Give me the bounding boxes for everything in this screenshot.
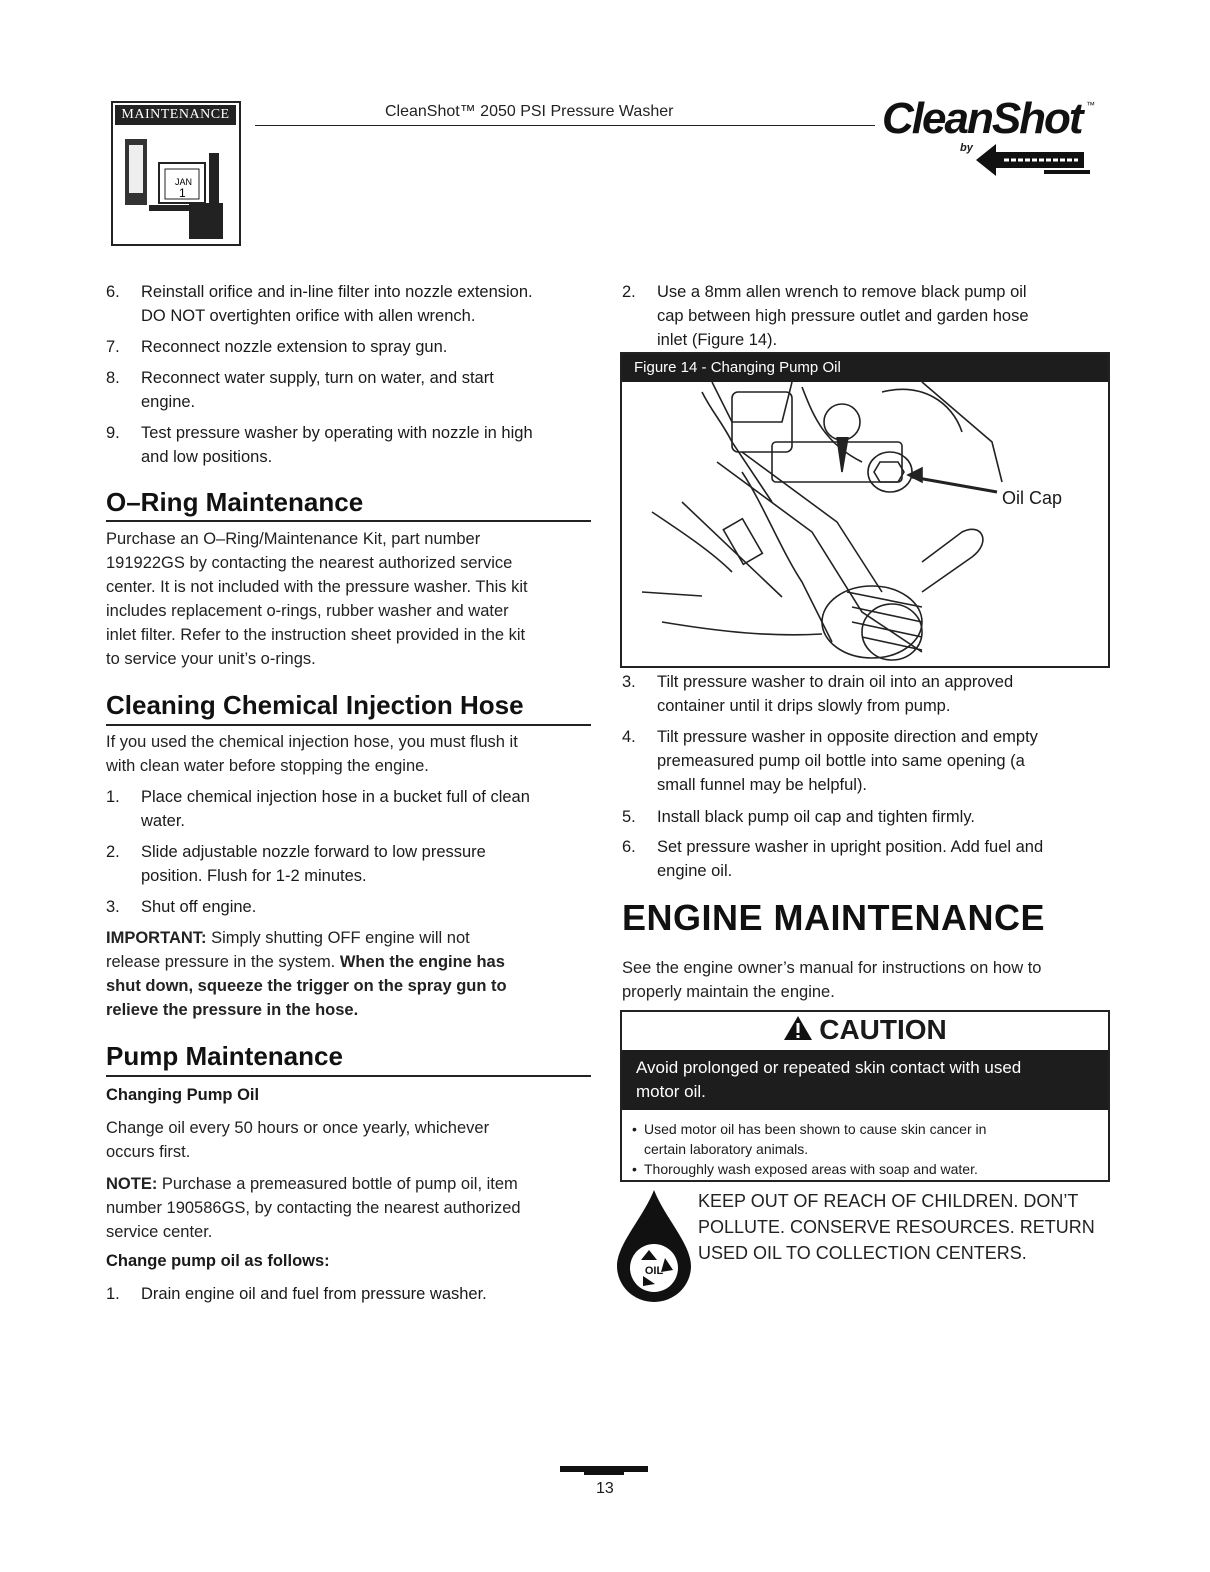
chemical-hose-intro: [106, 730, 518, 778]
important-note: [106, 926, 507, 1022]
list-text: water.: [141, 812, 186, 830]
pump-oil-paragraph: [106, 1116, 489, 1164]
text-line: motor oil.: [636, 1082, 706, 1101]
list-text: container until it drips slowly from pump.: [657, 697, 951, 715]
text-line: Avoid prolonged or repeated skin contact with used: [636, 1058, 1022, 1077]
text-span-bold: When the engine has: [339, 953, 505, 971]
pump-maintenance-heading: Pump Maintenance: [106, 1041, 343, 1071]
list-text: Shut off engine.: [141, 898, 257, 916]
list-number: 1.: [106, 788, 120, 806]
list-number: 8.: [106, 369, 120, 387]
list-number: 2.: [106, 843, 120, 861]
list-number: 6.: [622, 838, 636, 856]
svg-text:JAN: JAN: [175, 177, 193, 187]
maintenance-badge: [111, 101, 241, 246]
header-rule: [255, 125, 875, 126]
list-text: Reinstall orifice and in-line filter into nozzle extension.: [141, 283, 533, 301]
list-text: Reconnect water supply, turn on water, and start: [141, 369, 494, 387]
text-line: occurs first.: [106, 1143, 191, 1161]
oring-heading: O–Ring Maintenance: [106, 487, 364, 517]
oil-recycle-drop-icon: [613, 1188, 695, 1302]
pump-oil-cap-illustration: [622, 382, 1108, 666]
figure-caption: Figure 14 - Changing Pump Oil: [622, 354, 1108, 382]
text-line: to service your unit’s o-rings.: [106, 650, 316, 668]
bullet-text: certain laboratory animals.: [644, 1141, 809, 1157]
section-rule: [106, 1075, 591, 1077]
list-text: Place chemical injection hose in a bucket full of clean: [141, 788, 530, 806]
list-number: 3.: [106, 898, 120, 916]
section-rule: [106, 520, 591, 522]
list-text: and low positions.: [141, 448, 273, 466]
oil-drop-label: OIL: [644, 1265, 664, 1277]
text-line: inlet filter. Refer to the instruction sheet provided in the kit: [106, 626, 526, 644]
figure-14: [620, 352, 1110, 668]
change-pump-oil-subhead: Change pump oil as follows:: [106, 1252, 330, 1270]
list-text: Tilt pressure washer to drain oil into an approved: [657, 673, 1014, 691]
bullet-dot: •: [632, 1121, 637, 1137]
list-number: 4.: [622, 728, 636, 746]
caution-message: [622, 1050, 1108, 1110]
list-text: position. Flush for 1-2 minutes.: [141, 867, 367, 885]
text-line: center. It is not included with the pressure washer. This kit: [106, 578, 528, 596]
page-number: 13: [596, 1480, 614, 1497]
caution-title-text: CAUTION: [819, 1014, 947, 1045]
list-text: Reconnect nozzle extension to spray gun.: [141, 338, 448, 356]
text-line: includes replacement o-rings, rubber washer and water: [106, 602, 509, 620]
text-line: USED OIL TO COLLECTION CENTERS.: [698, 1243, 1027, 1263]
caution-title: [622, 1012, 1108, 1048]
text-line: [106, 1172, 521, 1196]
cleanshot-logo: [882, 94, 1102, 194]
bullet-text: Thoroughly wash exposed areas with soap and water.: [644, 1161, 978, 1177]
list-text: engine oil.: [657, 862, 733, 880]
list-text: engine.: [141, 393, 196, 411]
oring-paragraph: [106, 527, 528, 671]
note-label: NOTE:: [106, 1175, 158, 1193]
bullet-dot: •: [632, 1161, 637, 1177]
text-line: Purchase an O–Ring/Maintenance Kit, part number: [106, 530, 481, 548]
list-text: small funnel may be helpful).: [657, 776, 868, 794]
logo-by: by: [960, 142, 973, 154]
list-text: Tilt pressure washer in opposite direction and empty: [657, 728, 1038, 746]
text-line: If you used the chemical injection hose, you must flush it: [106, 733, 518, 751]
text-line: See the engine owner’s manual for instructions on how to: [622, 959, 1042, 977]
engine-maintenance-heading: ENGINE MAINTENANCE: [622, 897, 1046, 938]
text-line: service center.: [106, 1223, 213, 1241]
engine-maintenance-paragraph: [622, 956, 1041, 1004]
bullet-text: Used motor oil has been shown to cause skin cancer in: [644, 1121, 987, 1137]
text-line: properly maintain the engine.: [622, 983, 835, 1001]
text-span-bold: shut down, squeeze the trigger on the spray gun to: [106, 977, 507, 995]
caution-box: [620, 1010, 1110, 1182]
list-text: Slide adjustable nozzle forward to low pressure: [141, 843, 486, 861]
text-line: Change oil every 50 hours or once yearly, whichever: [106, 1119, 490, 1137]
logo-wordmark: CleanShot: [882, 94, 1082, 143]
oil-cap-callout: Oil Cap: [1002, 488, 1063, 508]
chemical-hose-heading: Cleaning Chemical Injection Hose: [106, 690, 524, 720]
list-text: Install black pump oil cap and tighten firmly.: [657, 808, 975, 826]
calendar-wrench-icon: [119, 133, 235, 241]
logo-trademark: ™: [1086, 100, 1095, 110]
list-number: 7.: [106, 338, 120, 356]
list-text: Test pressure washer by operating with nozzle in high: [141, 424, 533, 442]
svg-text:1: 1: [179, 186, 186, 200]
text-line: [106, 926, 507, 950]
text-span: Simply shutting OFF engine will not: [206, 929, 470, 947]
text-line: with clean water before stopping the engine.: [106, 757, 429, 775]
text-span-bold: relieve the pressure in the hose.: [106, 1001, 359, 1019]
text-line: 191922GS by contacting the nearest authorized service: [106, 554, 513, 572]
list-number: 2.: [622, 283, 636, 301]
briggs-stratton-logo-icon: [974, 140, 1092, 180]
list-number: 3.: [622, 673, 636, 691]
text-line: POLLUTE. CONSERVE RESOURCES. RETURN: [698, 1217, 1095, 1237]
list-number: 5.: [622, 808, 636, 826]
list-text: cap between high pressure outlet and garden hose: [657, 307, 1029, 325]
text-line: [106, 998, 507, 1022]
document-title: CleanShot™ 2050 PSI Pressure Washer: [385, 103, 674, 120]
list-text: Set pressure washer in upright position. Add fuel and: [657, 838, 1044, 856]
text-line: [106, 974, 507, 998]
pump-oil-note: [106, 1172, 521, 1244]
text-line: number 190586GS, by contacting the nearest authorized: [106, 1199, 521, 1217]
text-span: Purchase a premeasured bottle of pump oil, item: [157, 1175, 518, 1193]
list-text: Use a 8mm allen wrench to remove black pump oil: [657, 283, 1027, 301]
recycle-notice: [698, 1188, 1118, 1266]
list-text: Drain engine oil and fuel from pressure washer.: [141, 1285, 487, 1303]
list-text: premeasured pump oil bottle into same opening (a: [657, 752, 1025, 770]
maintenance-badge-label: MAINTENANCE: [115, 105, 236, 125]
section-rule: [106, 724, 591, 726]
changing-pump-oil-subhead: Changing Pump Oil: [106, 1086, 260, 1104]
list-text: inlet (Figure 14).: [657, 331, 778, 349]
list-number: 6.: [106, 283, 120, 301]
warning-triangle-icon: [783, 1015, 813, 1041]
important-label: IMPORTANT:: [106, 929, 207, 947]
list-text: DO NOT overtighten orifice with allen wrench.: [141, 307, 476, 325]
list-number: 9.: [106, 424, 120, 442]
text-span: release pressure in the system.: [106, 953, 340, 971]
page-marker-bar: [584, 1472, 624, 1475]
list-number: 1.: [106, 1285, 120, 1303]
text-line: [106, 950, 507, 974]
text-line: KEEP OUT OF REACH OF CHILDREN. DON’T: [698, 1191, 1079, 1211]
